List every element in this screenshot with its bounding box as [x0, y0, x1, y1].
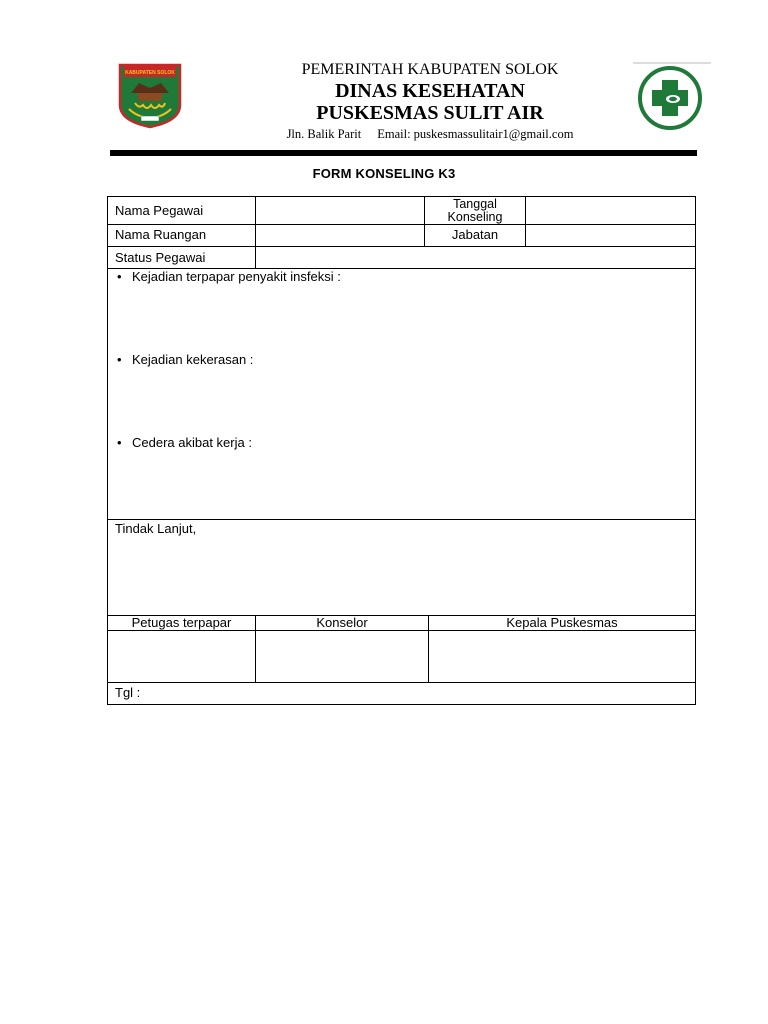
field-tgl[interactable] — [107, 682, 696, 705]
field-nama-ruangan[interactable] — [255, 224, 425, 247]
emblem-banner-text: KABUPATEN SOLOK — [125, 70, 175, 76]
incident-section[interactable] — [107, 268, 696, 520]
form-title: FORM KONSELING K3 — [312, 166, 456, 181]
label-nama-ruangan: Nama Ruangan — [107, 224, 256, 247]
field-nama-pegawai[interactable] — [255, 196, 425, 225]
puskesmas-cross-icon — [633, 62, 711, 132]
label-kepala-puskesmas: Kepala Puskesmas — [428, 615, 696, 631]
government-name: PEMERINTAH KABUPATEN SOLOK — [301, 61, 559, 78]
bullet-cedera: • Cedera akibat kerja : — [108, 435, 252, 451]
header-divider — [110, 150, 697, 156]
label-status-pegawai: Status Pegawai — [107, 246, 256, 269]
counseling-form — [107, 196, 696, 705]
bullet-kekerasan: • Kejadian kekerasan : — [108, 352, 253, 368]
label-nama-pegawai: Nama Pegawai — [107, 196, 256, 225]
label-petugas-terpapar: Petugas terpapar — [107, 615, 256, 631]
address-text: Jln. Balik Parit — [286, 127, 362, 141]
signature-konselor[interactable] — [255, 630, 429, 683]
label-konselor: Konselor — [255, 615, 429, 631]
puskesmas-name: PUSKESMAS SULIT AIR — [316, 102, 544, 124]
field-tanggal-konseling[interactable] — [525, 196, 696, 225]
label-tanggal-line1: Tanggal — [453, 197, 497, 211]
signature-petugas[interactable] — [107, 630, 256, 683]
contact-line — [220, 125, 640, 143]
field-status-pegawai[interactable] — [255, 246, 696, 269]
label-jabatan: Jabatan — [424, 224, 526, 247]
label-tindak-lanjut: Tindak Lanjut, — [115, 521, 197, 536]
label-tanggal-line2: Konseling — [447, 210, 503, 224]
bullet-infeksi: • Kejadian terpapar penyakit insfeksi : — [108, 269, 341, 285]
email-text: Email: puskesmassulitair1@gmail.com — [377, 127, 574, 141]
kabupaten-solok-emblem-icon — [117, 61, 183, 129]
signature-kepala[interactable] — [428, 630, 696, 683]
label-tgl: Tgl : — [115, 685, 141, 700]
letterhead — [180, 60, 640, 143]
department-name: DINAS KESEHATAN — [335, 80, 525, 102]
field-jabatan[interactable] — [525, 224, 696, 247]
label-tanggal-konseling — [424, 196, 526, 225]
field-tindak-lanjut[interactable] — [107, 519, 696, 616]
